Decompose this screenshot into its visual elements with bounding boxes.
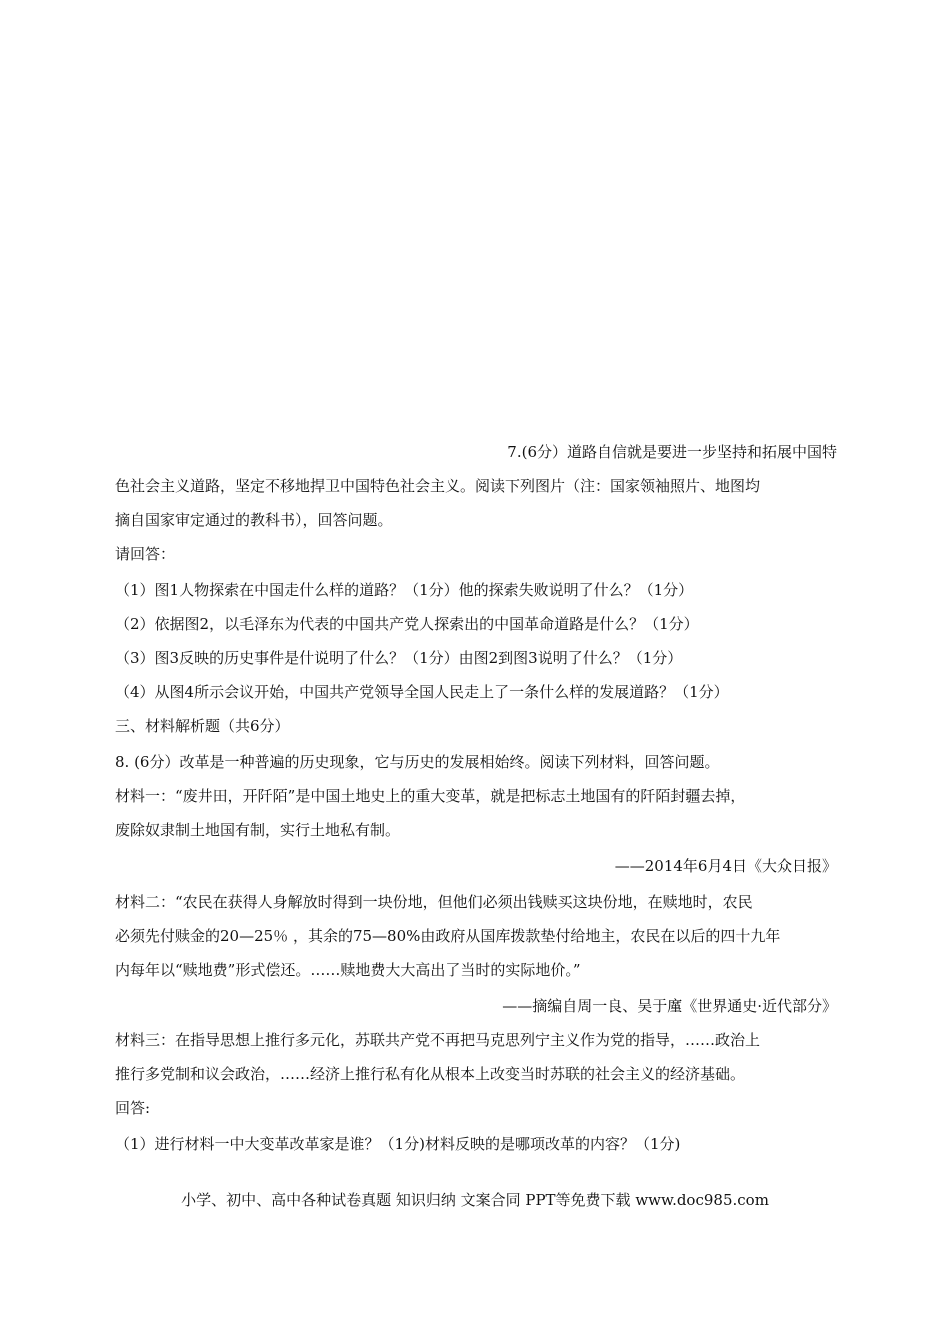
question-7-text-line-2: 色社会主义道路，坚定不移地捍卫中国特色社会主义。阅读下列图片（注：国家领袖照片、地图均: [115, 477, 761, 495]
question-7-item-2: （2）依据图2，以毛泽东为代表的中国共产党人探索出的中国革命道路是什么？（1分）: [115, 615, 699, 633]
material-3-line-2: 推行多党制和议会政治，……经济上推行私有化从根本上改变当时苏联的社会主义的经济基础。: [115, 1065, 746, 1083]
question-7-text-line-3: 摘自国家审定通过的教科书），回答问题。: [115, 511, 393, 529]
material-2-source: ——摘编自周一良、吴于廑《世界通史·近代部分》: [502, 997, 837, 1015]
page-footer: 小学、初中、高中各种试卷真题 知识归纳 文案合同 PPT等免费下载 www.doc985.com: [181, 1191, 769, 1209]
question-7-header: 7.(6分）道路自信就是要进一步坚持和拓展中国特: [507, 443, 837, 461]
material-2-line-2: 必须先付赎金的20—25％ ，其余的75—80%由政府从国库拨款垫付给地主，农民在以后的四十九年: [115, 927, 781, 945]
material-1-source: ——2014年6月4日《大众日报》: [614, 857, 837, 875]
material-2-line-1: 材料二：“农民在获得人身解放时得到一块份地，但他们必须出钱赎买这块份地，在赎地时，农民: [115, 893, 753, 911]
answer-prompt: 回答:: [115, 1099, 151, 1117]
material-1-line-1: 材料一：“废井田，开阡陌”是中国土地史上的重大变革，就是把标志土地国有的阡陌封疆去掉，: [115, 787, 746, 805]
material-2-line-3: 内每年以“赎地费”形式偿还。……赎地费大大高出了当时的实际地价。”: [115, 961, 581, 979]
question-7-item-1: （1）图1人物探索在中国走什么样的道路？（1分）他的探索失败说明了什么？（1分）: [115, 581, 694, 599]
question-7-item-4: （4）从图4所示会议开始，中国共产党领导全国人民走上了一条什么样的发展道路？（1分）: [115, 683, 729, 701]
question-7-item-3: （3）图3反映的历史事件是什说明了什么？（1分）由图2到图3说明了什么？（1分）: [115, 649, 683, 667]
question-8-header: 8. (6分）改革是一种普遍的历史现象，它与历史的发展相始终。阅读下列材料，回答问题。: [115, 753, 720, 771]
question-8-sub-1: （1）进行材料一中大变革改革家是谁？（1分)材料反映的是哪项改革的内容？（1分): [115, 1135, 681, 1153]
material-1-line-2: 废除奴隶制土地国有制，实行土地私有制。: [115, 821, 401, 839]
material-3-line-1: 材料三：在指导思想上推行多元化，苏联共产党不再把马克思列宁主义作为党的指导，……政治上: [115, 1031, 761, 1049]
question-7-prompt: 请回答：: [115, 545, 176, 563]
section-3-title: 三、材料解析题（共6分）: [115, 717, 290, 735]
